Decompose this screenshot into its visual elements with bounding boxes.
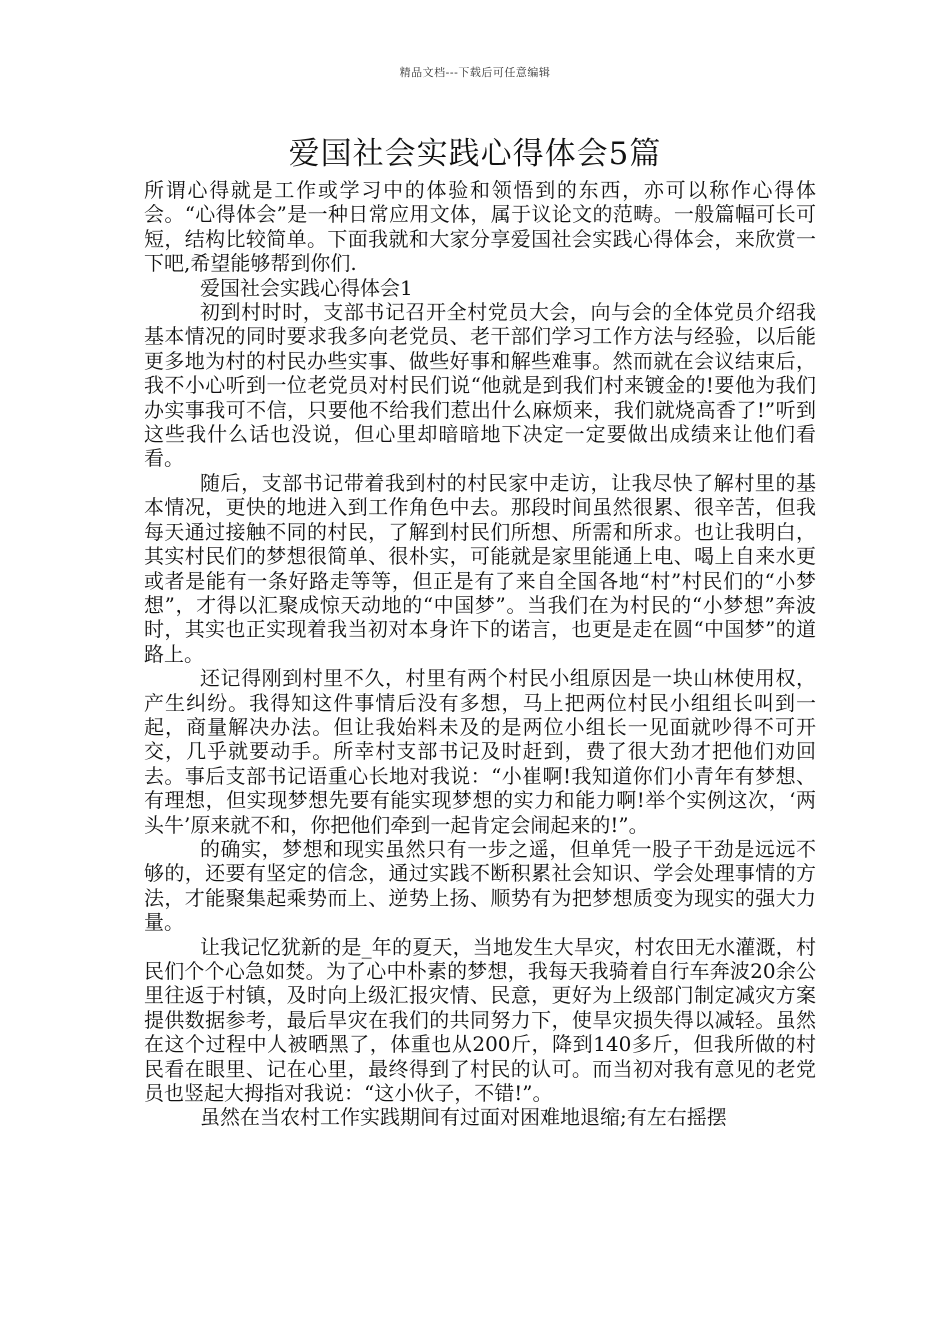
intro-paragraph: 所谓心得就是工作或学习中的体验和领悟到的东西，亦可以称作心得体会。“心得体会”是一种日常应用文体，属于议论文的范畴。一般篇幅可长可短，结构比较简单。下面我就和大家分享爱国社会实践心得体会，来欣赏一下吧,希望能够帮到你们.	[144, 178, 816, 276]
page-header: 精品文档---下载后可任意编辑	[399, 66, 551, 79]
section-heading: 爱国社会实践心得体会1	[200, 275, 413, 300]
body-paragraph: 虽然在当农村工作实践期间有过面对困难地退缩;有左右摇摆	[200, 1105, 727, 1130]
body-paragraph: 随后，支部书记带着我到村的村民家中走访，让我尽快了解村里的基本情况，更快的地进入到工作角色中去。那段时间虽然很累、很辛苦，但我每天通过接触不同的村民，了解到村民们所想、所需和所求。也让我明白，其实村民们的梦想很简单、很朴实，可能就是家里能通上电、喝上自来水更或者是能有一条好路走等等，但正是有了来自全国各地“村”村民们的“小梦想”，才得以汇聚成惊天动地的“中国梦”。当我们在为村民的“小梦想”奔波时，其实也正实现着我当初对本身许下的诺言，也更是走在圆“中国梦”的道路上。	[144, 470, 816, 666]
body-paragraph: 还记得刚到村里不久，村里有两个村民小组原因是一块山林使用权，产生纠纷。我得知这件事情后没有多想，马上把两位村民小组组长叫到一起，商量解决办法。但让我始料未及的是两位小组长一见面就吵得不可开交，几乎就要动手。所幸村支部书记及时赶到，费了很大劲才把他们劝回去。事后支部书记语重心长地对我说：“小崔啊!我知道你们小青年有梦想、有理想，但实现梦想先要有能实现梦想的实力和能力啊!举个实例这次，‘两头牛’原来就不和，你把他们牵到一起肯定会闹起来的!”。	[144, 666, 816, 837]
body-paragraph: 让我记忆犹新的是_年的夏天，当地发生大旱灾，村农田无水灌溉，村民们个个心急如焚。为了心中朴素的梦想，我每天我骑着自行车奔波20余公里往返于村镇，及时向上级汇报灾情、民意，更好为上级部门制定减灾方案提供数据参考，最后旱灾在我们的共同努力下，使旱灾损失得以减轻。虽然在这个过程中人被晒黑了，体重也从200斤，降到140多斤，但我所做的村民看在眼里、记在心里，最终得到了村民的认可。而当初对我有意见的老党员也竖起大拇指对我说：“这小伙子，不错!”。	[144, 934, 816, 1106]
body-paragraph: 的确实，梦想和现实虽然只有一步之遥，但单凭一股子干劲是远远不够的，还要有坚定的信念，通过实践不断积累社会知识、学会处理事情的方法，才能聚集起乘势而上、逆势上扬、顺势有为把梦想质变为现实的强大力量。	[144, 836, 816, 935]
document-title: 爱国社会实践心得体会5篇	[288, 136, 662, 172]
body-paragraph: 初到村时时，支部书记召开全村党员大会，向与会的全体党员介绍我基本情况的同时要求我多向老党员、老干部们学习工作方法与经验，以后能更多地为村的村民办些实事、做些好事和解些难事。然而就在会议结束后，我不小心听到一位老党员对村民们说“他就是到我们村来镀金的!要他为我们办实事我可不信，只要他不给我们惹出什么麻烦来，我们就烧高香了!”听到这些我什么话也没说，但心里却暗暗地下决定一定要做出成绩来让他们看看。	[144, 300, 816, 471]
document-body	[144, 178, 816, 1130]
